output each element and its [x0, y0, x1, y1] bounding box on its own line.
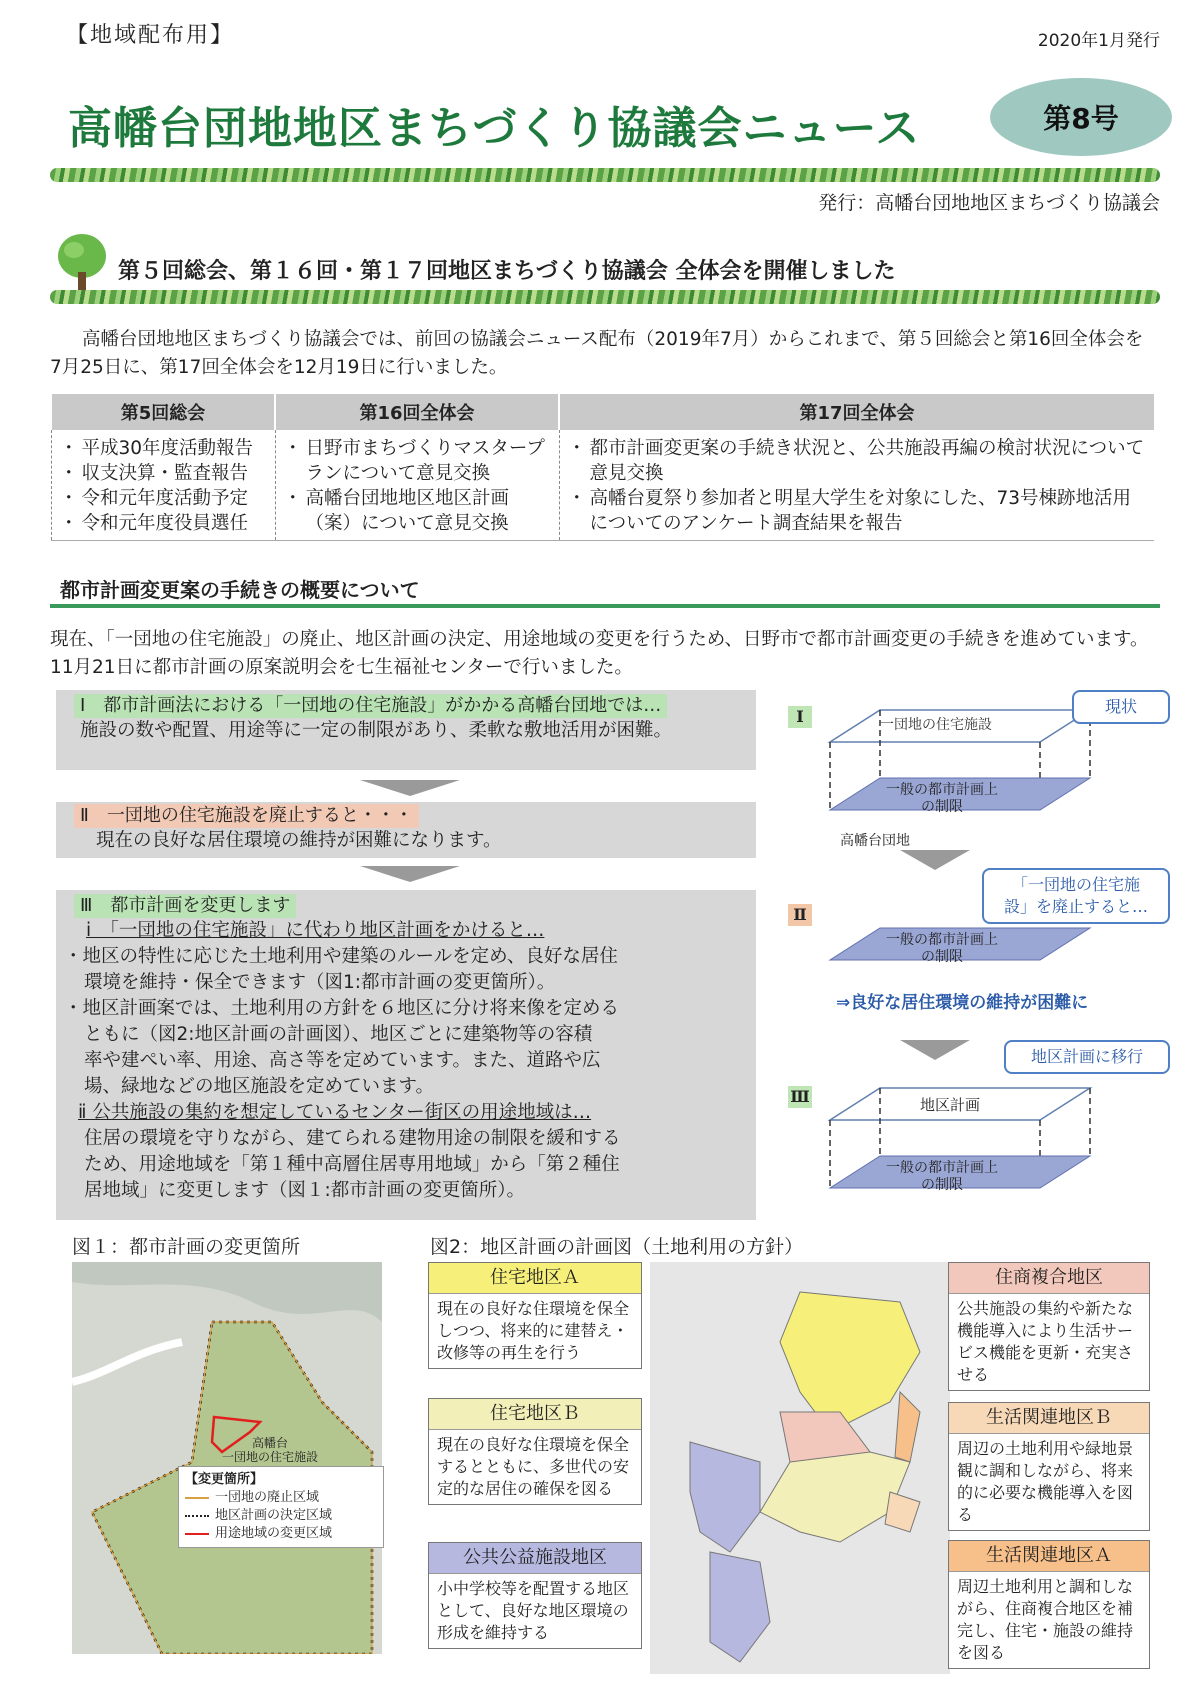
label-line: 一般の都市計画上: [886, 1160, 998, 1176]
diagram-result: ⇒良好な居住環境の維持が困難に: [836, 993, 1089, 1013]
bullet-line: 率や建ぺい率、用途、高さ等を定めています。また、道路や広: [84, 1050, 601, 1071]
bullet-line: 場、緑地などの地区施設を定めています。: [84, 1076, 435, 1097]
section2-title: 都市計画変更案の手続きの概要について: [60, 578, 420, 602]
list-item: ・ 令和元年度活動予定: [82, 486, 267, 511]
step1-box: [56, 690, 756, 770]
callout-line: 設」を廃止すると…: [1003, 897, 1148, 916]
step2-tag: Ⅱ: [788, 904, 812, 926]
section1-title: 第５回総会、第１６回・第１７回地区まちづくり協議会 全体会を開催しました: [118, 259, 896, 284]
step1-heading: Ⅰ 都市計画法における「一団地の住宅施設」がかかる高幡台団地では…: [74, 694, 667, 718]
diagram-top-label: 一団地の住宅施設: [880, 717, 992, 733]
district-box: [428, 1542, 642, 1649]
section2-underline: [50, 604, 1160, 608]
label-line: の制限: [921, 1177, 963, 1193]
step2-box: [56, 802, 756, 858]
diagram-bottom-label-2: [872, 932, 1012, 966]
label-line: 一般の都市計画上: [886, 782, 998, 798]
list-item: ・ 日野市まちづくりマスタープランについて意見交換: [306, 436, 551, 486]
list-item: ・ 高幡台団地地区地区計画（案）について意見交換: [306, 486, 551, 536]
diagram-top-label-3: 地区計画: [920, 1096, 981, 1114]
legend-item: [185, 1525, 377, 1543]
step3-bullet1: [56, 944, 756, 996]
district-name: 住宅地区Ｂ: [429, 1399, 641, 1430]
callout-line: 「一団地の住宅施: [1011, 875, 1140, 894]
district-box: [428, 1262, 642, 1369]
danchi-label: 高幡台団地: [840, 833, 910, 849]
list-item: ・ 高幡台夏祭り参加者と明星大学生を対象にした、73号棟跡地活用についてのアンケート調査結果を報告: [590, 486, 1147, 536]
district-desc: 周辺土地利用と調和しながら、住商複合地区を補完し、住宅・施設の維持を図る: [957, 1577, 1134, 1662]
grass-divider-top: [50, 168, 1160, 182]
figure2-title: 図2：地区計画の計画図（土地利用の方針）: [430, 1236, 804, 1258]
newsletter-title: 高幡台団地地区まちづくり協議会ニュース: [68, 103, 921, 154]
label-line: の制限: [921, 949, 963, 965]
legend-title: 【変更箇所】: [185, 1472, 264, 1487]
para-line: 居地域」に変更します（図１:都市計画の変更箇所）。: [84, 1180, 525, 1201]
district-box: [948, 1402, 1150, 1531]
bullet-line: ・地区の特性に応じた土地利用や建築のルールを定め、良好な居住: [64, 946, 618, 967]
para-line: 住居の環境を守りながら、建てられる建物用途の制限を緩和する: [84, 1128, 621, 1149]
step3-box: [56, 890, 756, 1220]
step1-text: 施設の数や配置、用途等に一定の制限があり、柔軟な敷地活用が困難。: [80, 720, 673, 741]
district-name: 公共公益施設地区: [429, 1543, 641, 1574]
legend-item: [185, 1507, 377, 1525]
section2-intro: 現在、「一団地の住宅施設」の廃止、地区計画の決定、用途地域の変更を行うため、日野市で都市計画変更の手続きを進めています。11月21日に都市計画の原案説明会を七生福祉センターで行いました。: [50, 629, 1149, 678]
legend-label: 一団地の廃止区域: [215, 1490, 320, 1505]
step3-heading: Ⅲ 都市計画を変更します: [74, 894, 296, 918]
diagram-bottom-label-3: [872, 1160, 1012, 1194]
map-label-line: 一団地の住宅施設: [222, 1450, 319, 1464]
callout-current: 現状: [1072, 690, 1170, 724]
district-box: [948, 1262, 1150, 1391]
district-desc: 公共施設の集約や新たな機能導入により生活サービス機能を更新・充実させる: [957, 1299, 1134, 1384]
step3-sub2: ⅱ 公共施設の集約を想定しているセンター街区の用途地域は…: [78, 1102, 592, 1123]
table-cell-general: [51, 430, 275, 541]
map-label-line: 高幡台: [252, 1436, 289, 1450]
label-line: 一般の都市計画上: [886, 932, 998, 948]
district-name: 住商複合地区: [949, 1263, 1149, 1294]
meetings-table: [50, 394, 1154, 541]
step3-bullet2: [56, 996, 756, 1100]
district-desc: 現在の良好な住環境を保全するとともに、多世代の安定的な居住の確保を図る: [437, 1435, 630, 1498]
step3-sub1: ⅰ 「一団地の住宅施設」に代わり地区計画をかけると…: [86, 920, 545, 941]
table-header-general: 第5回総会: [51, 394, 275, 430]
callout-transition: 地区計画に移行: [1004, 1040, 1170, 1074]
bullet-line: ともに（図2:地区計画の計画図）、地区ごとに建築物等の容積: [84, 1024, 593, 1045]
list-item: ・ 都市計画変更案の手続き状況と、公共施設再編の検討状況について意見交換: [590, 436, 1147, 486]
district-desc: 周辺の土地利用や緑地景観に調和しながら、将来的に必要な機能導入を図る: [957, 1439, 1134, 1524]
para-line: ため、用途地域を「第１種中高層住居専用地域」から「第２種住: [84, 1154, 620, 1175]
figure1-title: 図１：都市計画の変更箇所: [72, 1236, 301, 1258]
district-box: [428, 1398, 642, 1505]
figure2-map: [650, 1262, 950, 1674]
table-cell-17th: [559, 430, 1154, 541]
table-header-16th: 第16回全体会: [275, 394, 559, 430]
chevron-down-icon: [360, 866, 460, 882]
legend-label: 用途地域の変更区域: [215, 1526, 333, 1541]
chevron-down-icon: [360, 780, 460, 796]
district-name: 生活関連地区Ａ: [949, 1541, 1149, 1572]
district-box: [948, 1540, 1150, 1669]
figure1-legend: [178, 1466, 384, 1548]
distribution-tag: 【地域配布用】: [66, 23, 235, 48]
label-line: の制限: [921, 799, 963, 815]
issue-number-badge: 第8号: [990, 78, 1172, 156]
step2-text: 現在の良好な居住環境の維持が困難になります。: [96, 830, 502, 851]
step3-tag: Ⅲ: [788, 1086, 812, 1108]
publisher: 発行：高幡台団地地区まちづくり協議会: [818, 192, 1160, 214]
diagram-bottom-label-1: [872, 782, 1012, 816]
district-desc: 現在の良好な住環境を保全しつつ、将来的に建替え・改修等の再生を行う: [437, 1299, 630, 1362]
district-name: 生活関連地区Ｂ: [949, 1403, 1149, 1434]
table-header-17th: 第17回全体会: [559, 394, 1154, 430]
legend-item: [185, 1489, 377, 1507]
list-item: ・ 令和元年度役員選任: [82, 511, 267, 536]
callout-abolish: [982, 868, 1170, 924]
map-label: [222, 1436, 318, 1464]
table-cell-16th: [275, 430, 559, 541]
section1-intro: 高幡台団地地区まちづくり協議会では、前回の協議会ニュース配布（2019年7月）からこれまで、第５回総会と第16回全体会を7月25日に、第17回全体会を12月19日に行いました。: [50, 329, 1144, 378]
bullet-line: ・地区計画案では、土地利用の方針を６地区に分け将来像を定める: [64, 998, 620, 1019]
district-name: 住宅地区Ａ: [429, 1263, 641, 1294]
grass-divider-mid: [50, 290, 1160, 304]
issue-date: 2020年1月発行: [1037, 31, 1160, 51]
step3-para: [56, 1126, 756, 1204]
district-desc: 小中学校等を配置する地区として、良好な地区環境の形成を維持する: [437, 1579, 630, 1642]
step2-heading: Ⅱ 一団地の住宅施設を廃止すると・・・: [74, 804, 419, 828]
list-item: ・ 収支決算・監査報告: [82, 461, 267, 486]
list-item: ・ 平成30年度活動報告: [82, 436, 267, 461]
tree-icon: [56, 232, 108, 292]
legend-label: 地区計画の決定区域: [215, 1508, 333, 1523]
step1-tag: Ⅰ: [788, 706, 812, 728]
bullet-line: 環境を維持・保全できます（図1:都市計画の変更箇所）。: [84, 972, 556, 993]
